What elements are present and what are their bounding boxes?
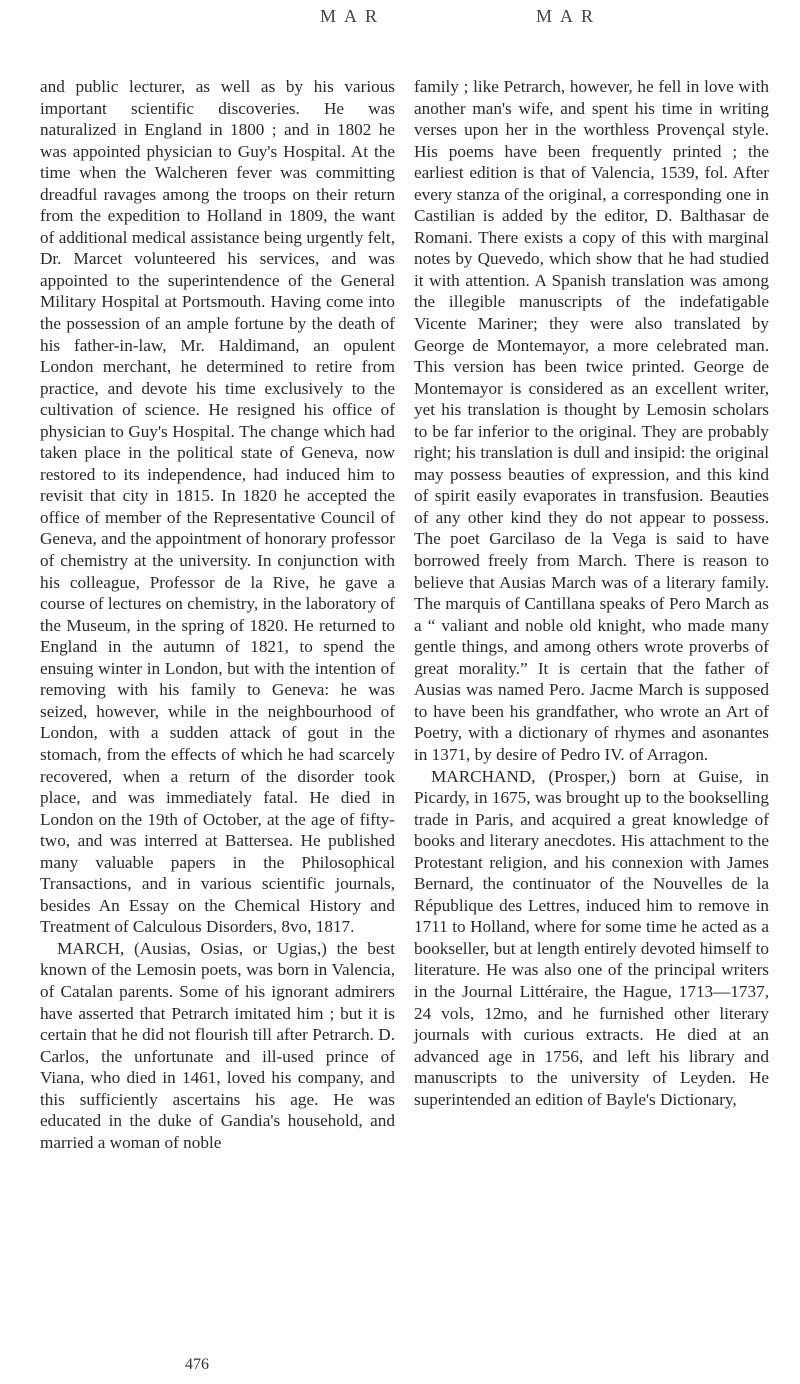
right-column [414,76,769,1110]
running-head-left: MAR [320,6,386,26]
running-head-right: MAR [536,6,602,26]
page-number: 476 [185,1356,209,1373]
march-entry-continuation: family ; like Petrarch, however, he fell in love with another man's wife, and spent his time in writing verses upon her in the worthless Provençal style. His poems have been frequently printed ; the earliest edition is that of Valencia, 1539, fol. After every stanza of the original, a corresponding one in Castilian is added by the editor, D. Balthasar de Romani. There exists a copy of this with marginal notes by Quevedo, which show that he had studied it with attention. A Spanish translation was among the illegible manuscripts of the indefatigable Vicente Mariner; they were also translated by George de Montemayor, a more celebrated man. This version has been twice printed. George de Montemayor is considered as an excellent writer, yet his translation is thought by Lemosin scholars to be far inferior to the original. They are probably right; his translation is dull and insipid: the original may possess beauties of expression, and this kind of spirit easily evaporates in transfusion. Beauties of any other kind they do not appear to possess. The poet Garcilaso de la Vega is said to have borrowed freely from March. There is reason to believe that Ausias March was of a literary family. The marquis of Cantillana speaks of Pero March as a “ valiant and noble old knight, who made many gentle things, and among others wrote proverbs of great morality.” It is certain that the father of Ausias was named Pero. Jacme March is supposed to have been his grandfather, who wrote an Art of Poetry, with a dictionary of rhymes and asonantes in 1371, by desire of Pedro IV. of Arragon. [414,77,769,764]
marchand-entry: MARCHAND, (Prosper,) born at Guise, in Picardy, in 1675, was brought up to the bookselling trade in Paris, and acquired a great knowledge of books and literary anecdotes. His attachment to the Protestant religion, and his connexion with James Bernard, the continuator of the Nouvelles de la République des Lettres, induced him to remove in 1711 to Holland, where for some time he acted as a bookseller, but at length entirely devoted himself to literature. He was also one of the principal writers in the Journal Littéraire, the Hague, 1713—1737, 24 vols, 12mo, and he furnished other literary journals with curious extracts. He died at an advanced age in 1756, and left his library and manuscripts to the university of Leyden. He superintended an edition of Bayle's Dictionary, [414,766,769,1109]
left-column [40,76,395,1153]
march-entry: MARCH, (Ausias, Osias, or Ugias,) the best known of the Lemosin poets, was born in Valencia, of Catalan parents. Some of his ignorant admirers have asserted that Petrarch imitated him ; but it is certain that he did not flourish till after Petrarch. D. Carlos, the unfortunate and ill-used prince of Viana, who died in 1461, loved his company, and this sufficiently ascertains his age. He was educated in the duke of Gandia's household, and married a woman of noble [40,938,395,1152]
marcet-entry-continuation: and public lecturer, as well as by his various important scientific discoveries. He was naturalized in England in 1800 ; and in 1802 he was appointed physician to Guy's Hospital. At the time when the Walcheren fever was committing dreadful ravages among the troops on their return from the expedition to Holland in 1809, the want of additional medical assistance being urgently felt, Dr. Marcet volunteered his services, and was appointed to the superintendence of the General Military Hospital at Portsmouth. Having come into the possession of an ample fortune by the death of his father-in-law, Mr. Haldimand, an opulent London merchant, he determined to retire from practice, and devote his time exclusively to the cultivation of science. He resigned his office of physician to Guy's Hospital. The change which had taken place in the political state of Geneva, now restored to its independence, had induced him to revisit that city in 1815. In 1820 he accepted the office of member of the Representative Council of Geneva, and the appointment of honorary professor of chemistry at the university. In conjunction with his colleague, Professor de la Rive, he gave a course of lectures on chemistry, in the laboratory of the Museum, in the spring of 1820. He returned to England in the autumn of 1821, to spend the ensuing winter in London, but with the intention of removing with his family to Geneva: he was seized, however, while in the neighbourhood of London, with a sudden attack of gout in the stomach, from the effects of which he had scarcely recovered, when a return of the disorder took place, and was immediately fatal. He died in London on the 19th of October, at the age of fifty-two, and was interred at Battersea. He published many valuable papers in the Philosophical Transactions, and in various scientific journals, besides An Essay on the Chemical History and Treatment of Calculous Disorders, 8vo, 1817. [40,77,395,937]
